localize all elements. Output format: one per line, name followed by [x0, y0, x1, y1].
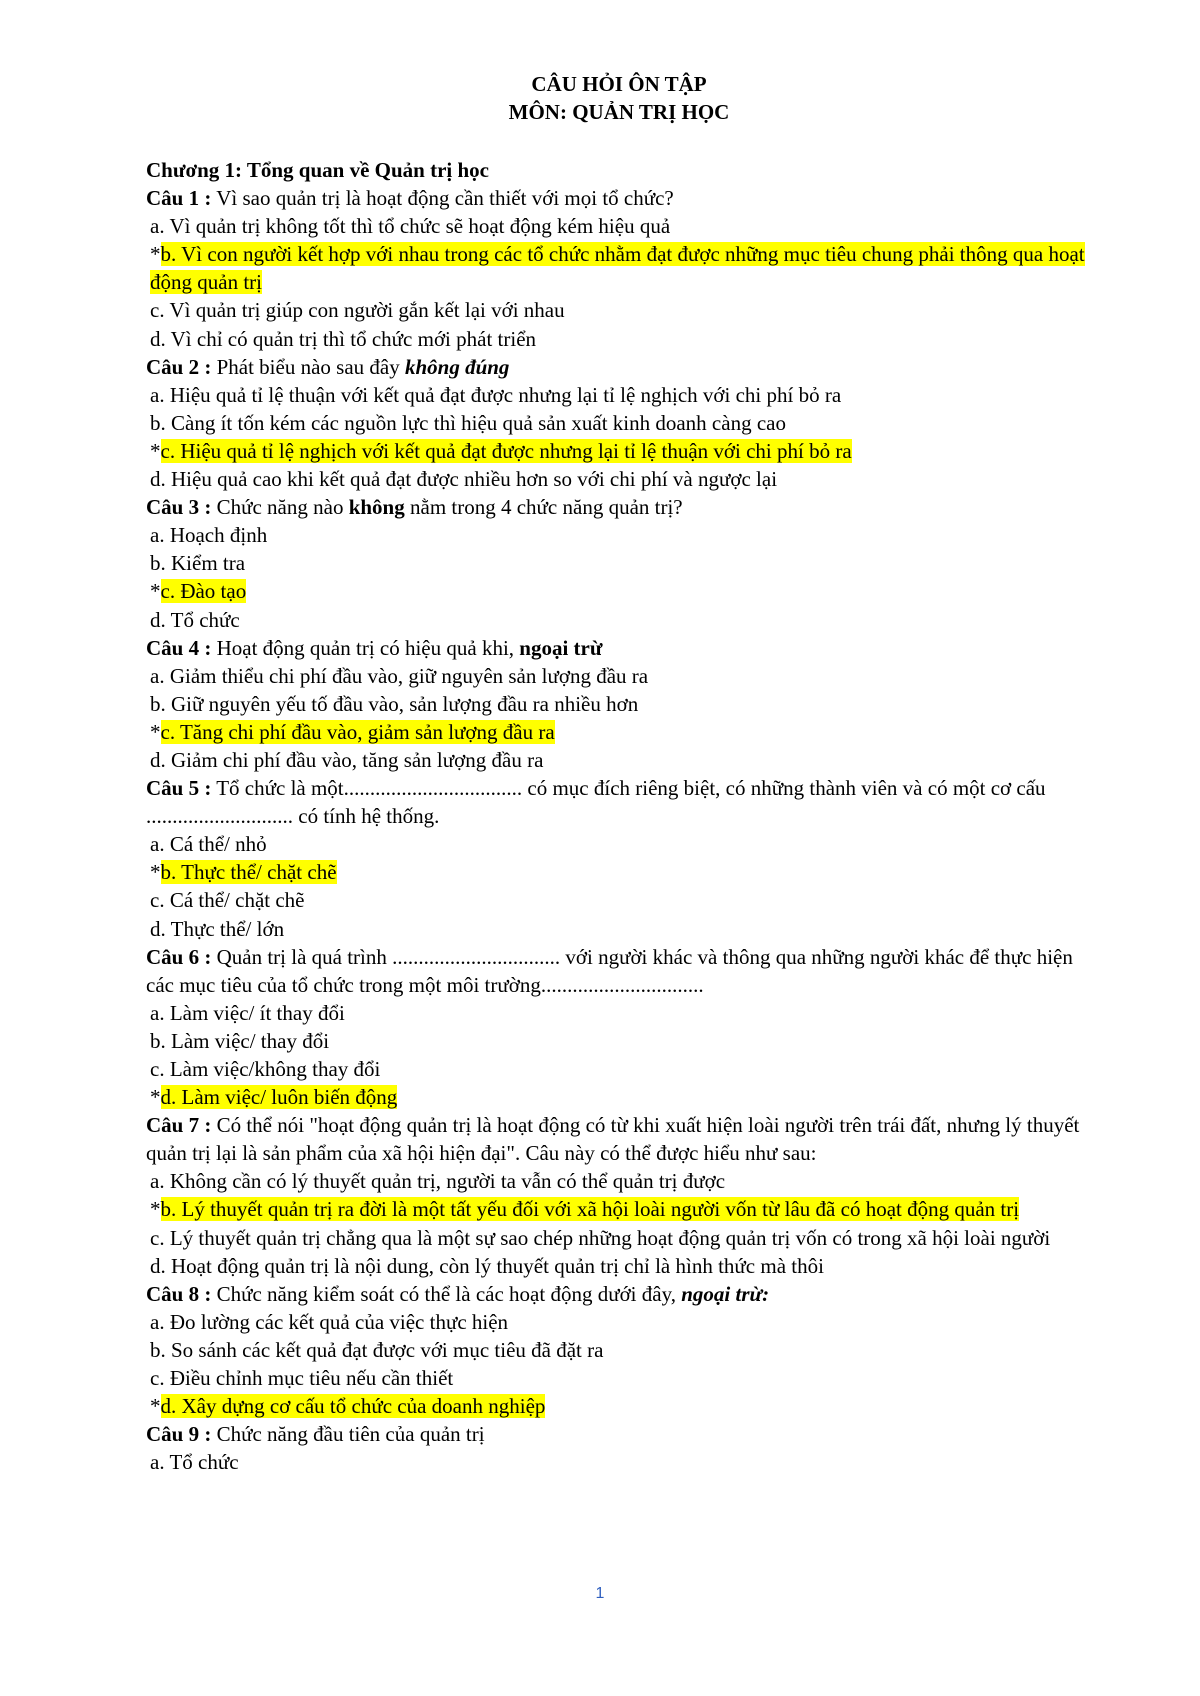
question-5 — [146, 774, 1092, 943]
answer-option — [146, 746, 1092, 774]
answer-option — [146, 296, 1092, 324]
option-text: a. Hiệu quả tỉ lệ thuận với kết quả đạt được nhưng lại tỉ lệ nghịch với chi phí bỏ ra — [150, 382, 842, 407]
answer-option — [146, 1055, 1092, 1083]
option-text: d. Hiệu quả cao khi kết quả đạt được nhiều hơn so với chi phí và ngược lại — [150, 467, 778, 492]
option-text: b. Vì con người kết hợp với nhau trong các tổ chức nhằm đạt được những mục tiêu chung phải thông qua hoạt động quản trị — [150, 242, 1085, 295]
option-text: b. Kiểm tra — [150, 551, 246, 576]
answer-option — [146, 1448, 1092, 1476]
option-text: b. Giữ nguyên yếu tố đầu vào, sản lượng đầu ra nhiều hơn — [150, 691, 639, 716]
question-number: Câu 4 : — [146, 635, 212, 660]
question-2 — [146, 353, 1092, 493]
page-number: 1 — [595, 1585, 605, 1602]
option-text: a. Giảm thiểu chi phí đầu vào, giữ nguyên sản lượng đầu ra — [150, 663, 649, 688]
option-text: c. Điều chỉnh mục tiêu nếu cần thiết — [150, 1366, 454, 1391]
option-text: b. Làm việc/ thay đổi — [150, 1028, 330, 1053]
correct-marker: * — [150, 438, 161, 463]
question-stem — [146, 1280, 1092, 1308]
question-stem — [146, 184, 1092, 212]
answer-option — [146, 886, 1092, 914]
answer-option — [146, 521, 1092, 549]
question-7 — [146, 1111, 1092, 1280]
option-text: b. So sánh các kết quả đạt được với mục tiêu đã đặt ra — [150, 1337, 604, 1362]
answer-option-correct — [146, 858, 1092, 886]
correct-marker: * — [150, 1197, 161, 1222]
question-number: Câu 3 : — [146, 495, 212, 520]
question-6 — [146, 943, 1092, 1112]
question-text: Chức năng đầu tiên của quản trị — [211, 1422, 485, 1447]
question-stem — [146, 353, 1092, 381]
answer-option — [146, 690, 1092, 718]
document-title: CÂU HỎI ÔN TẬP — [531, 72, 707, 96]
option-text: d. Thực thể/ lớn — [150, 916, 285, 941]
question-text: Tổ chức là một.................................. có mục đích riêng biệt, có những thành viên và có một cơ cấu ............................ có tính hệ thống. — [146, 776, 1046, 829]
answer-option — [146, 1252, 1092, 1280]
question-stem — [146, 634, 1092, 662]
option-text: d. Tổ chức — [150, 607, 240, 632]
question-8 — [146, 1280, 1092, 1420]
option-text: a. Vì quản trị không tốt thì tổ chức sẽ hoạt động kém hiệu quả — [150, 214, 671, 239]
answer-option-correct — [146, 240, 1092, 296]
option-text: c. Làm việc/không thay đổi — [150, 1057, 381, 1081]
answer-option — [146, 325, 1092, 353]
question-text: không đúng — [404, 354, 510, 379]
question-text: ngoại trừ: — [681, 1281, 770, 1306]
document-subtitle: MÔN: QUẢN TRỊ HỌC — [508, 100, 730, 124]
correct-marker: * — [150, 242, 161, 267]
option-text: c. Cá thể/ chặt chẽ — [150, 888, 305, 913]
question-1 — [146, 184, 1092, 353]
correct-marker: * — [150, 719, 161, 744]
option-text: b. Lý thuyết quản trị ra đời là một tất yếu đối với xã hội loài người vốn từ lâu đã có hoạt động quản trị — [160, 1197, 1020, 1222]
option-text: d. Xây dựng cơ cấu tổ chức của doanh nghiệp — [160, 1394, 546, 1419]
question-number: Câu 9 : — [146, 1422, 212, 1447]
option-text: a. Không cần có lý thuyết quản trị, người ta vẫn có thể quản trị được — [150, 1169, 726, 1194]
answer-option-correct — [146, 718, 1092, 746]
answer-option — [146, 1167, 1092, 1195]
answer-option — [146, 549, 1092, 577]
correct-marker: * — [150, 1085, 161, 1110]
title-block — [146, 70, 1092, 126]
option-text: a. Cá thể/ nhỏ — [150, 832, 267, 857]
question-text: ngoại trừ — [519, 635, 603, 660]
option-text: d. Giảm chi phí đầu vào, tăng sản lượng đầu ra — [150, 747, 544, 772]
question-stem — [146, 1420, 1092, 1448]
answer-option — [146, 1027, 1092, 1055]
correct-marker: * — [150, 579, 161, 604]
question-number: Câu 6 : — [146, 944, 212, 969]
answer-option — [146, 381, 1092, 409]
question-number: Câu 1 : — [146, 186, 212, 211]
question-text: Vì sao quản trị là hoạt động cần thiết với mọi tổ chức? — [211, 186, 674, 211]
option-text: a. Làm việc/ ít thay đổi — [150, 1000, 345, 1025]
question-number: Câu 2 : — [146, 354, 212, 379]
question-number: Câu 5 : — [146, 776, 212, 801]
answer-option — [146, 1308, 1092, 1336]
question-number: Câu 7 : — [146, 1113, 212, 1138]
answer-option — [146, 1224, 1092, 1252]
question-text: Chức năng nào — [211, 495, 349, 520]
answer-option — [146, 465, 1092, 493]
answer-option-correct — [146, 1195, 1092, 1223]
question-9 — [146, 1420, 1092, 1476]
question-stem — [146, 774, 1092, 830]
answer-option-correct — [146, 437, 1092, 465]
answer-option — [146, 915, 1092, 943]
question-text: Có thể nói "hoạt động quản trị là hoạt động có từ khi xuất hiện loài người trên trái đất, nhưng lý thuyết quản trị lại là sản phẩm của xã hội hiện đại". Câu này có thể được hiểu như sau: — [146, 1113, 1080, 1166]
option-text: c. Tăng chi phí đầu vào, giảm sản lượng đầu ra — [160, 719, 555, 744]
question-stem — [146, 943, 1092, 999]
option-text: a. Hoạch định — [150, 523, 268, 548]
question-3 — [146, 493, 1092, 633]
option-text: b. Thực thể/ chặt chẽ — [160, 860, 337, 885]
option-text: d. Hoạt động quản trị là nội dung, còn lý thuyết quản trị chỉ là hình thức mà thôi — [150, 1253, 824, 1278]
answer-option — [146, 1364, 1092, 1392]
question-text: Chức năng kiểm soát có thể là các hoạt động dưới đây, — [211, 1281, 682, 1306]
option-text: c. Hiệu quả tỉ lệ nghịch với kết quả đạt được nhưng lại tỉ lệ thuận với chi phí bỏ ra — [160, 438, 852, 463]
question-text: Hoạt động quản trị có hiệu quả khi, — [211, 635, 520, 660]
answer-option — [146, 662, 1092, 690]
answer-option — [146, 1336, 1092, 1364]
question-4 — [146, 634, 1092, 774]
question-stem — [146, 1111, 1092, 1167]
option-text: d. Vì chỉ có quản trị thì tổ chức mới phát triển — [150, 326, 537, 351]
answer-option — [146, 212, 1092, 240]
question-text: Quản trị là quá trình ................................ với người khác và thông qua những người khác để thực hiện các mục tiêu của tổ chức trong một môi trường............................... — [146, 944, 1073, 997]
option-text: a. Tổ chức — [150, 1450, 239, 1475]
answer-option — [146, 999, 1092, 1027]
correct-marker: * — [150, 1394, 161, 1419]
question-text: nằm trong 4 chức năng quản trị? — [404, 495, 683, 520]
question-number: Câu 8 : — [146, 1281, 212, 1306]
option-text: c. Lý thuyết quản trị chẳng qua là một sự sao chép những hoạt động quản trị vốn có trong xã hội loài người — [150, 1225, 1051, 1250]
correct-marker: * — [150, 860, 161, 885]
option-text: d. Làm việc/ luôn biến động — [160, 1085, 398, 1110]
answer-option — [146, 409, 1092, 437]
question-text: Phát biểu nào sau đây — [211, 354, 405, 379]
option-text: c. Đào tạo — [160, 579, 247, 604]
option-text: b. Càng ít tốn kém các nguồn lực thì hiệu quả sản xuất kinh doanh càng cao — [150, 410, 786, 435]
question-list — [146, 184, 1092, 1476]
option-text: a. Đo lường các kết quả của việc thực hiện — [150, 1309, 509, 1334]
document-body — [146, 70, 1092, 1476]
answer-option-correct — [146, 1392, 1092, 1420]
question-text: không — [348, 495, 405, 520]
chapter-heading: Chương 1: Tổng quan về Quản trị học — [146, 158, 490, 182]
option-text: c. Vì quản trị giúp con người gắn kết lại với nhau — [150, 298, 565, 323]
answer-option-correct — [146, 1083, 1092, 1111]
answer-option-correct — [146, 577, 1092, 605]
question-stem — [146, 493, 1092, 521]
answer-option — [146, 606, 1092, 634]
answer-option — [146, 830, 1092, 858]
